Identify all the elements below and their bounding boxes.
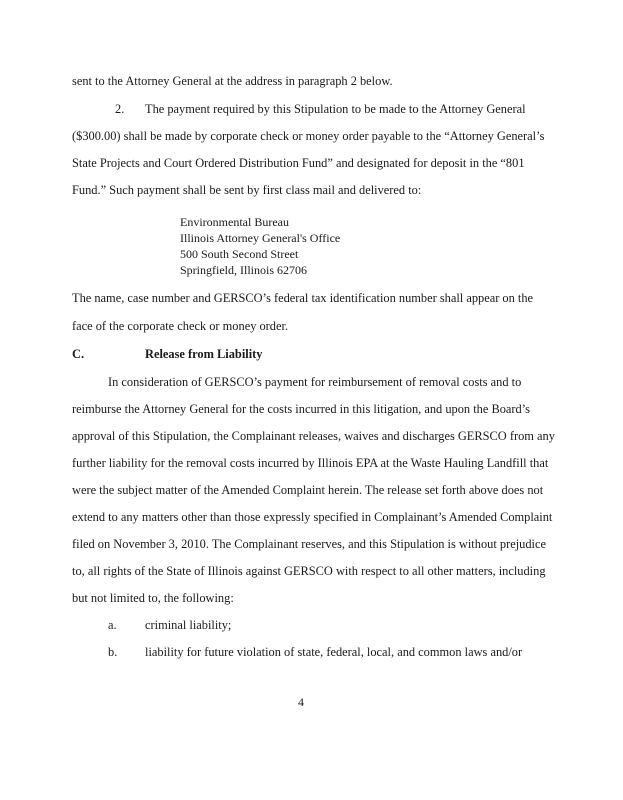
section-heading: Release from Liability <box>145 347 263 361</box>
paragraph-2-line-2: ($300.00) shall be made by corporate check or money order payable to the “Attorney General’s <box>72 129 545 143</box>
section-c-line-1: In consideration of GERSCO’s payment for reimbursement of removal costs and to <box>108 375 522 389</box>
paragraph-number: 2. <box>115 102 125 116</box>
section-c-line-7: filed on November 3, 2010. The Complainant reserves, and this Stipulation is without prejudice <box>72 537 546 551</box>
section-c-line-6: extend to any matters other than those expressly specified in Complainant’s Amended Complaint <box>72 510 553 524</box>
section-c-line-9: but not limited to, the following: <box>72 591 234 605</box>
paragraph-2-line-3: State Projects and Court Ordered Distribution Fund” and designated for deposit in the “801 <box>72 156 525 170</box>
paragraph-2-line-1: The payment required by this Stipulation to be made to the Attorney General <box>145 102 526 116</box>
section-c-line-2: reimburse the Attorney General for the costs incurred in this litigation, and upon the Board’s <box>72 402 530 416</box>
section-letter: C. <box>72 347 85 361</box>
address-line-1: Environmental Bureau <box>180 215 289 229</box>
paragraph-3-line-1: The name, case number and GERSCO’s federal tax identification number shall appear on the <box>72 291 534 305</box>
address-line-2: Illinois Attorney General's Office <box>180 231 341 245</box>
address-line-3: 500 South Second Street <box>180 247 299 261</box>
paragraph-2-line-4: Fund.” Such payment shall be sent by first class mail and delivered to: <box>72 183 422 197</box>
section-c-line-5: were the subject matter of the Amended Complaint herein. The release set forth above does not <box>72 483 544 497</box>
paragraph-3-line-2: face of the corporate check or money order. <box>72 319 289 333</box>
section-c-line-8: to, all rights of the State of Illinois against GERSCO with respect to all other matters, including <box>72 564 546 578</box>
list-item-letter: a. <box>108 618 117 632</box>
section-c-line-4: further liability for the removal costs incurred by Illinois EPA at the Waste Hauling Landfill that <box>72 456 549 470</box>
text-line-carryover: sent to the Attorney General at the address in paragraph 2 below. <box>72 74 393 88</box>
list-item-text: liability for future violation of state, federal, local, and common laws and/or <box>145 645 523 659</box>
section-c-line-3: approval of this Stipulation, the Complainant releases, waives and discharges GERSCO from any <box>72 429 555 443</box>
page-number: 4 <box>298 695 304 709</box>
list-item-letter: b. <box>108 645 118 659</box>
address-line-4: Springfield, Illinois 62706 <box>180 263 307 277</box>
list-item-text: criminal liability; <box>145 618 232 632</box>
